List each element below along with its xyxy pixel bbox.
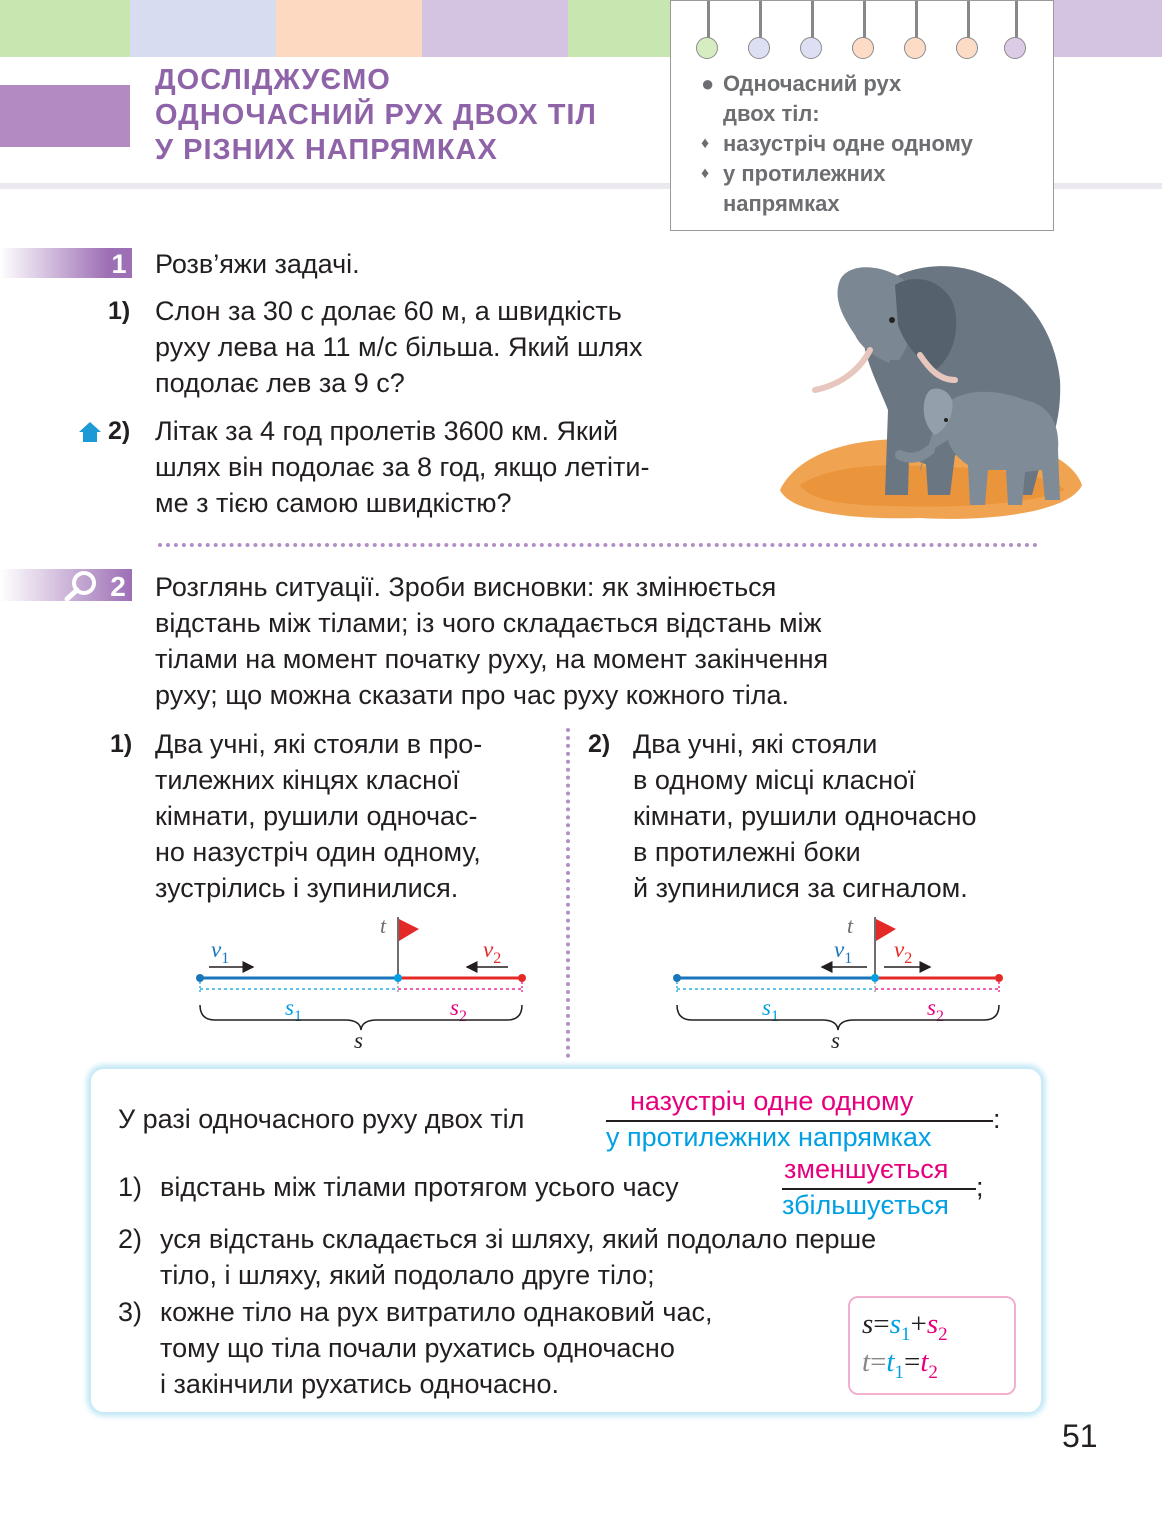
s-label: s: [831, 1028, 840, 1053]
elephants-illustration: [770, 250, 1090, 530]
situation-2-line: й зупинилися за сигналом.: [633, 873, 968, 903]
situation-1-line: тилежних кінцях класної: [155, 765, 460, 795]
rule-3-line: і закінчили рухатись одночасно.: [160, 1369, 559, 1399]
rule-3-line: кожне тіло на рух витратило однаковий час,: [160, 1297, 713, 1327]
rule-frac-top: назустріч одне одному: [630, 1086, 914, 1116]
formula-distance: $s=s_1+s_2$: [862, 1308, 948, 1345]
note-item-1: назустріч одне одному: [723, 131, 973, 156]
formula-time: $t=t_1=t_2$: [862, 1346, 938, 1383]
flag-icon: [876, 919, 896, 941]
s2-label: $s_2$: [927, 995, 944, 1025]
diagram-opposite: [662, 905, 1012, 1055]
rule-1-semicolon: ;: [976, 1172, 984, 1202]
bullet-icon: ●: [701, 71, 715, 96]
task-1-intro: Розв’яжи задачі.: [155, 249, 360, 279]
time-label: t: [847, 913, 854, 938]
house-icon: [78, 421, 102, 443]
note-line-1: Одночасний рух: [723, 71, 902, 96]
task-2-badge: [0, 569, 132, 601]
situation-1-line: но назустріч один одному,: [155, 837, 481, 867]
s1-label: $s_1$: [762, 995, 779, 1025]
situation-2-line: Два учні, які стояли: [633, 729, 878, 759]
note-item-2b: напрямках: [723, 191, 840, 216]
page-number: 51: [1062, 1418, 1098, 1454]
time-label: t: [380, 913, 387, 938]
s1-label: $s_1$: [285, 995, 302, 1025]
title-line-3: У РІЗНИХ НАПРЯМКАХ: [155, 134, 498, 166]
ring-icon: [748, 37, 770, 59]
situation-2-line: кімнати, рушили одночасно: [633, 801, 977, 831]
task-1-part-1-line: Слон за 30 с долає 60 м, а швидкість: [155, 296, 622, 326]
rule-colon: :: [993, 1104, 1001, 1134]
title-line-1: ДОСЛІДЖУЄМО: [155, 64, 391, 96]
rule-2-line: уся відстань складається зі шляху, який подолало перше: [160, 1224, 877, 1254]
s2-label: $s_2$: [450, 995, 467, 1025]
rule-3-number: 3): [118, 1297, 143, 1327]
task-1-part-2-line: ме з тією самою швидкістю?: [155, 488, 512, 518]
rule-1-number: 1): [118, 1172, 143, 1202]
ring-icon: [956, 37, 978, 59]
note-line-2: двох тіл:: [723, 101, 820, 126]
situation-2-line: в одному місці класної: [633, 765, 916, 795]
ring-icon: [800, 37, 822, 59]
diagram-towards: [185, 905, 535, 1055]
page-title: [155, 63, 675, 168]
rule-1-text: відстань між тілами протягом усього часу: [160, 1172, 679, 1202]
situation-1-number: 1): [110, 730, 133, 758]
diamond-icon: ♦: [701, 165, 710, 182]
rule-3-line: тому що тіла почали рухатись одночасно: [160, 1333, 675, 1363]
diamond-icon: ♦: [701, 135, 710, 152]
v2-label: $v_2$: [483, 937, 502, 967]
task-1-part-2-number: 2): [108, 417, 131, 445]
task-2-intro-line: руху; що можна сказати про час руху кожного тіла.: [155, 680, 789, 710]
task-2-number: 2: [110, 571, 126, 601]
flag-icon: [399, 919, 419, 941]
task-1-part-1-line: руху лева на 11 м/с більша. Який шлях: [155, 332, 643, 362]
task-2-intro-line: Розглянь ситуації. Зроби висновки: як змінюється: [155, 572, 777, 602]
formula-box: [848, 1296, 1016, 1395]
column-divider: [566, 728, 570, 1058]
v1-label: $v_1$: [834, 937, 853, 967]
topic-notepad: [670, 0, 1054, 231]
task-1-part-1-line: подолає лев за 9 с?: [155, 368, 405, 398]
ring-icon: [904, 37, 926, 59]
situation-2-line: в протилежні боки: [633, 837, 861, 867]
note-item-2a: у протилежних: [723, 161, 886, 186]
task-1-badge: [0, 248, 132, 278]
rule-2-number: 2): [118, 1224, 143, 1254]
situation-2-number: 2): [588, 730, 611, 758]
section-divider: [158, 543, 1038, 547]
situation-1-line: Два учні, які стояли в про-: [155, 729, 483, 759]
rule-intro: У разі одночасного руху двох тіл: [118, 1104, 525, 1134]
task-1-number: 1: [111, 249, 127, 278]
s-label: s: [354, 1028, 363, 1053]
task-2-intro-line: відстань між тілами; із чого складається відстань між: [155, 608, 822, 638]
title-line-2: ОДНОЧАСНИЙ РУХ ДВОХ ТІЛ: [155, 99, 597, 131]
header-purple-tab: [0, 85, 130, 147]
task-1-part-2-line: шлях він подолає за 8 год, якщо летіти-: [155, 452, 650, 482]
ring-icon: [696, 37, 718, 59]
rule-2-line: тіло, і шляху, який подолало друге тіло;: [160, 1260, 655, 1290]
ring-icon: [1004, 37, 1026, 59]
rule-1-bottom: збільшується: [782, 1190, 949, 1220]
situation-1-line: кімнати, рушили одночас-: [155, 801, 478, 831]
task-1-part-1-number: 1): [108, 297, 131, 325]
ring-icon: [852, 37, 874, 59]
rule-1-top: зменшується: [784, 1154, 949, 1184]
task-1-part-2-line: Літак за 4 год пролетів 3600 км. Який: [155, 416, 619, 446]
v2-label: $v_2$: [894, 937, 913, 967]
situation-1-line: зустрілись і зупинилися.: [155, 873, 459, 903]
task-2-intro-line: тілами на момент початку руху, на момент закінчення: [155, 644, 829, 674]
v1-label: $v_1$: [211, 937, 230, 967]
rule-frac-bottom: у протилежних напрямках: [606, 1122, 932, 1152]
